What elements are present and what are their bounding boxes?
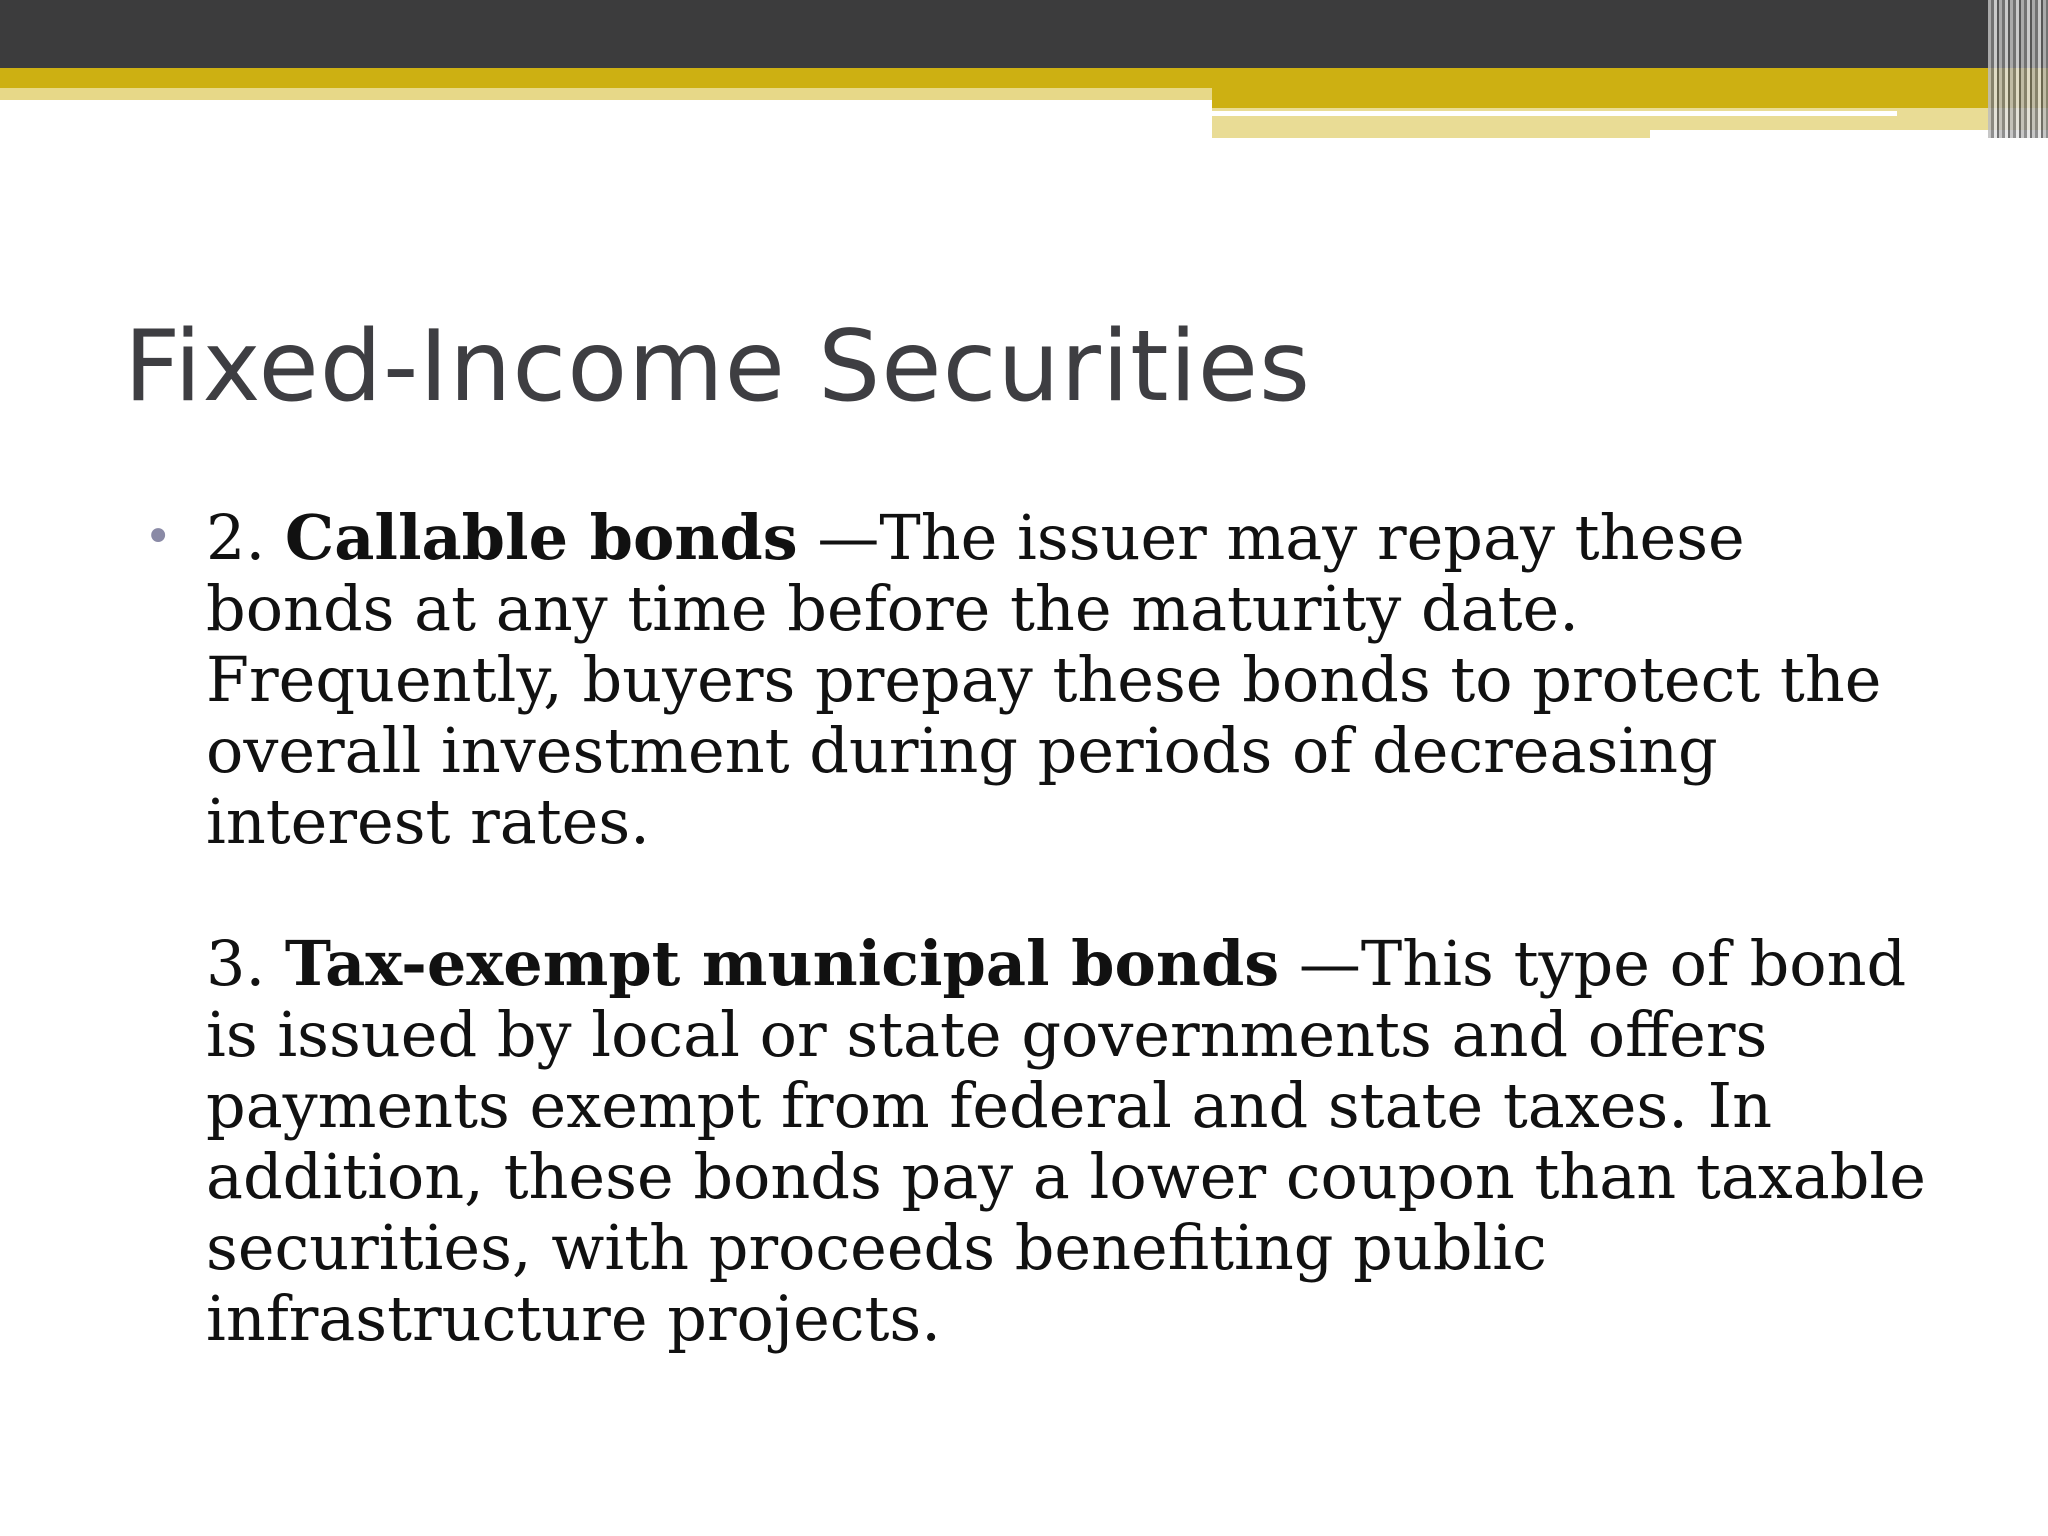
top-dark-bar xyxy=(0,0,2048,68)
accent-divider-line xyxy=(1212,111,1897,116)
slide-title: Fixed-Income Securities xyxy=(124,310,1312,424)
slide-body xyxy=(144,502,1944,1354)
gold-accent-light-bar xyxy=(0,88,1212,100)
gold-accent-bar-right xyxy=(1212,68,2048,108)
gold-accent-bar xyxy=(0,68,1212,88)
paragraph-callable-bonds xyxy=(206,502,1944,857)
bullet-icon: • xyxy=(144,509,173,565)
item-number: 2. xyxy=(206,501,266,574)
paragraph-tax-exempt-bonds xyxy=(206,928,1944,1354)
description-callable-bonds: —The issuer may repay these bonds at any time before the maturity date. Frequently, buyers prepay these bonds to protect the overall investment during periods of decreasing interest rates. xyxy=(206,501,1882,858)
term-tax-exempt-bonds: Tax-exempt municipal bonds xyxy=(284,927,1280,1000)
bullet-item xyxy=(144,502,1944,1354)
item-number: 3. xyxy=(206,927,266,1000)
description-tax-exempt-bonds: —This type of bond is issued by local or state governments and offers payments exempt from federal and state taxes. In addition, these bonds pay a lower coupon than taxable securities, with proceeds benefiting public infrastructure projects. xyxy=(206,927,1926,1355)
edge-stripes-decoration xyxy=(1988,0,2048,138)
term-callable-bonds: Callable bonds xyxy=(284,501,798,574)
